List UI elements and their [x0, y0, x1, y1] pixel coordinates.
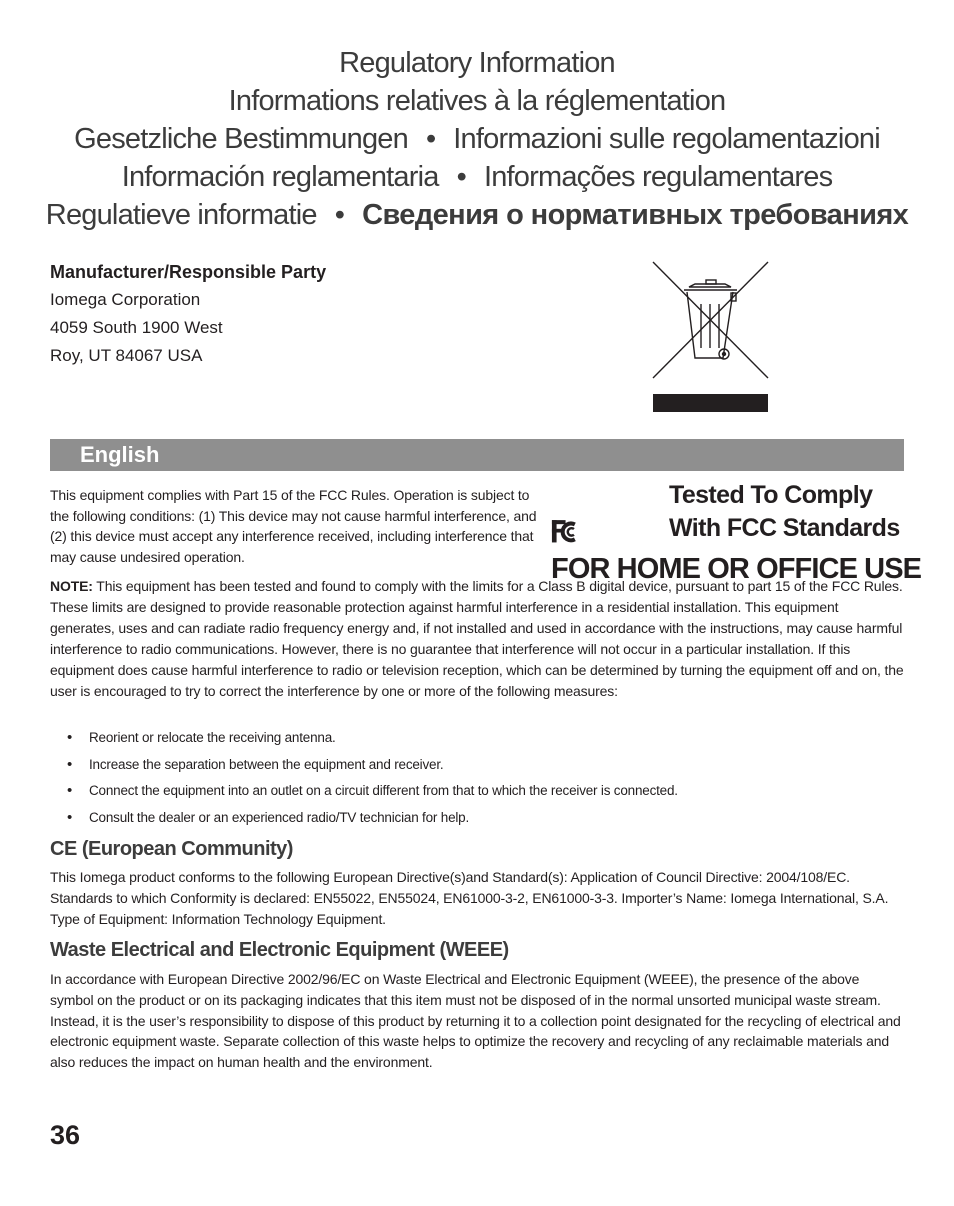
- measures-list: [50, 728, 906, 834]
- page-title-block: [0, 44, 954, 234]
- fcc-compliance-paragraph: This equipment complies with Part 15 of the FCC Rules. Operation is subject to the following conditions: (1) This device may not cause harmful interference, and (2) this device must accept any interference received, including interference that may cause undesired operation.: [50, 487, 537, 565]
- section-bar-label: English: [80, 442, 160, 467]
- title-separator: •: [456, 161, 466, 193]
- ce-paragraph: This Iomega product conforms to the following European Directive(s)and Standard(s): Application of Council Directive: 2004/108/EC. Standards to which Conformity is declared: EN55022, EN55024, EN61000-3-2, EN61000-3-3. Importer’s Name: Iomega International, S.A. Type of Equipment: Information Technology Equipment.: [50, 869, 889, 927]
- manufacturer-heading: Manufacturer/Responsible Party: [50, 262, 327, 282]
- list-item: • Reorient or relocate the receiving antenna.: [50, 728, 906, 755]
- list-item: • Connect the equipment into an outlet on a circuit different from that to which the receiver is connected.: [50, 781, 906, 808]
- crossed-out-wheelie-bin-icon: [651, 260, 769, 413]
- title-separator: •: [425, 123, 436, 155]
- title-spanish: Información reglamentaria: [121, 161, 439, 193]
- list-item: • Increase the separation between the equipment and receiver.: [50, 755, 906, 782]
- title-russian: Сведения о нормативных требованиях: [362, 199, 909, 231]
- fcc-tested-line: Tested To Comply: [669, 481, 873, 509]
- title-french: Informations relatives à la réglementation: [228, 85, 726, 117]
- list-item: • Consult the dealer or an experienced radio/TV technician for help.: [50, 808, 906, 835]
- title-german-italian: [0, 120, 954, 158]
- title-dutch-russian: [0, 196, 954, 234]
- manufacturer-block: [50, 258, 326, 370]
- title-portuguese: Informações regulamentares: [483, 161, 833, 193]
- note-text: This equipment has been tested and found to comply with the limits for a Class B digital device, pursuant to part 15 of the FCC Rules. These limits are designed to provide reasonable protection against harmful interference in a residential installation. This equipment generates, uses and can radiate radio frequency energy and, if not installed and used in accordance with the instructions, may cause harmful interference to radio communications. However, there is no guarantee that interference will not occur in a particular installation. If this equipment does cause harmful interference to radio or television reception, which can be determined by turning the equipment off and on, the user is encouraged to try to correct the interference by one or more of the following measures:: [50, 578, 904, 699]
- manufacturer-street: 4059 South 1900 West: [50, 318, 223, 337]
- ce-heading: CE (European Community): [50, 838, 293, 860]
- title-german: Gesetzliche Bestimmungen: [74, 123, 408, 155]
- page-number: 36: [50, 1120, 81, 1150]
- manufacturer-city: Roy, UT 84067 USA: [50, 346, 203, 365]
- fcc-note-paragraph: [50, 576, 906, 702]
- title-separator: •: [334, 199, 345, 231]
- fcc-home-office-line: FOR HOME OR OFFICE USE: [551, 553, 922, 585]
- section-bar-english: [50, 439, 904, 471]
- manufacturer-name: Iomega Corporation: [50, 290, 201, 309]
- fcc-standards-line: With FCC Standards: [669, 514, 900, 542]
- title-spanish-portuguese: [0, 158, 954, 196]
- title-dutch: Regulatieve informatie: [45, 199, 317, 231]
- note-label: NOTE:: [50, 578, 93, 594]
- title-english: Regulatory Information: [339, 47, 615, 79]
- weee-paragraph: In accordance with European Directive 2002/96/EC on Waste Electrical and Electronic Equipment (WEEE), the presence of the above symbol on the product or on its packaging indicates that this item must not be disposed of in the normal unsorted municipal waste stream. Instead, it is the user’s responsibility to dispose of this product by returning it to a collection point designated for the recycling of electrical and electronic equipment waste. Separate collection of this waste helps to optimize the recovery and recycling of any reclaimable materials and also reduces the impact on human health and the environment.: [50, 971, 901, 1071]
- weee-heading: Waste Electrical and Electronic Equipment (WEEE): [50, 939, 509, 961]
- title-italian: Informazioni sulle regolamentazioni: [453, 123, 880, 155]
